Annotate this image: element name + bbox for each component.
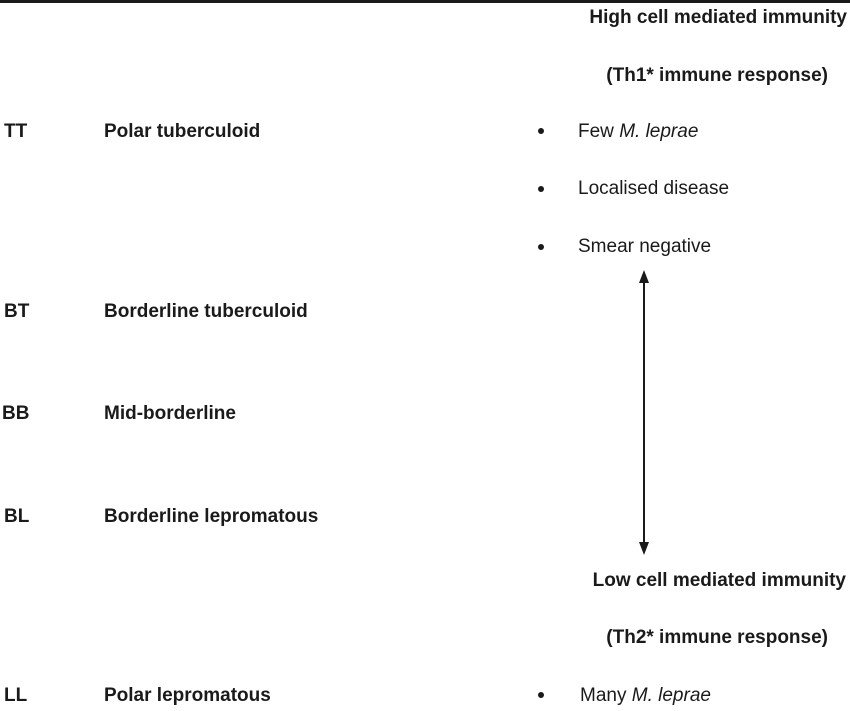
high-feature-1 [578,122,698,141]
row-name-bt: Borderline tuberculoid [104,301,308,322]
high-feature-2: Localised disease [578,178,730,199]
low-immunity-heading: Low cell mediated immunity [592,570,846,591]
bullet-icon [538,244,544,250]
low-feature-1 [580,686,711,705]
high-immunity-heading: High cell mediated immunity [589,7,847,28]
row-code-bl: BL [4,506,30,527]
bullet-icon [538,186,544,192]
row-code-ll: LL [4,685,28,706]
double-headed-arrow-icon [630,270,658,560]
high-feature-1-text: Few [578,121,620,142]
row-name-bb: Mid-borderline [104,403,236,424]
low-immunity-subheading: (Th2* immune response) [606,627,828,648]
low-feature-1-italic: M. leprae [631,685,711,706]
top-border-rule [0,0,850,3]
high-immunity-subheading: (Th1* immune response) [606,65,828,86]
row-code-bb: BB [2,403,30,424]
bullet-icon [538,128,544,134]
bullet-icon [538,692,544,698]
row-name-ll: Polar lepromatous [104,685,271,706]
low-feature-1-text: Many [580,685,632,706]
high-feature-3: Smear negative [578,236,712,257]
row-code-tt: TT [4,121,28,142]
row-name-bl: Borderline lepromatous [104,506,319,527]
row-code-bt: BT [4,301,30,322]
row-name-tt: Polar tuberculoid [104,121,261,142]
high-feature-1-italic: M. leprae [619,121,699,142]
